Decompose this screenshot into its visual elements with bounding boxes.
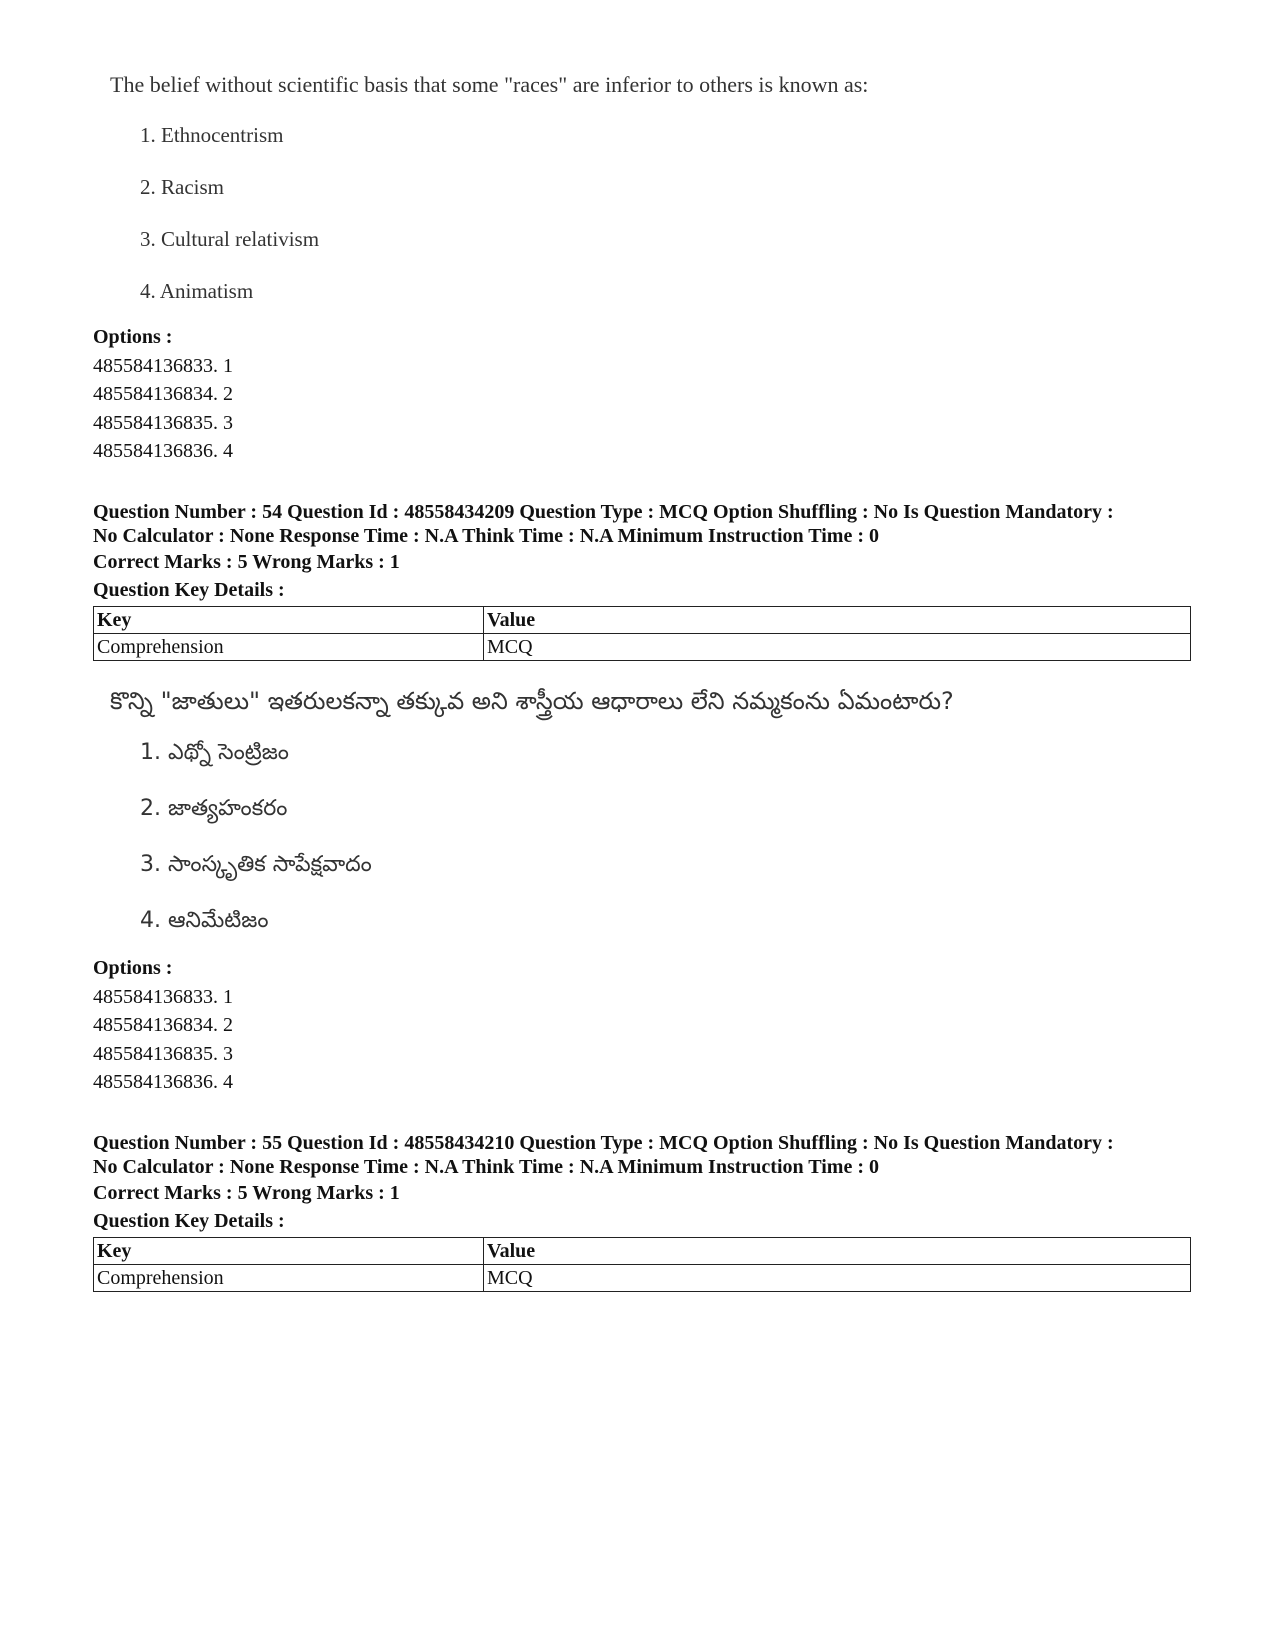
table-header-row (94, 607, 1191, 634)
table-header-cell: Value (484, 607, 1191, 634)
table-header-cell: Value (484, 1238, 1191, 1265)
meta-line: No Calculator : None Response Time : N.A Think Time : N.A Minimum Instruction Time : 0 (93, 1156, 879, 1178)
table-cell: MCQ (484, 634, 1191, 661)
option-line: 485584136836. 4 (93, 1071, 233, 1093)
option-line: 485584136835. 3 (93, 411, 233, 434)
choice-list (110, 740, 1210, 934)
option-line: 485584136834. 2 (93, 383, 233, 405)
table-header-cell: Key (94, 607, 484, 634)
question-meta (93, 500, 1203, 548)
key-details-table-wrap (93, 606, 1203, 661)
option-line: 485584136833. 1 (93, 985, 233, 1008)
choice-item: 4. Animatism (140, 279, 254, 303)
meta-line: No Calculator : None Response Time : N.A Think Time : N.A Minimum Instruction Time : 0 (93, 525, 879, 547)
marks-line: Correct Marks : 5 Wrong Marks : 1 (93, 551, 400, 573)
question-image-english (110, 72, 1210, 330)
question-image-telugu (110, 688, 1210, 964)
options-label: Options : (93, 957, 173, 979)
table-header-cell: Key (94, 1238, 484, 1265)
options-block (93, 323, 1203, 466)
option-line: 485584136834. 2 (93, 1014, 233, 1036)
meta-line: Question Number : 55 Question Id : 48558434210 Question Type : MCQ Option Shuffling : No Is Question Mandatory : (93, 1132, 1114, 1154)
question-text: The belief without scientific basis that some "races" are inferior to others is known as: (110, 72, 869, 97)
choice-item: 3. సాంస్కృతిక సాపేక్షవాదం (140, 852, 372, 877)
choice-item: 2. Racism (140, 175, 224, 199)
table-cell: MCQ (484, 1265, 1191, 1292)
question-meta (93, 1131, 1203, 1179)
option-line: 485584136833. 1 (93, 354, 233, 377)
option-line: 485584136835. 3 (93, 1042, 233, 1065)
key-details-label: Question Key Details : (93, 1210, 285, 1232)
key-details-label: Question Key Details : (93, 579, 285, 601)
choice-list (110, 122, 1210, 304)
marks-line: Correct Marks : 5 Wrong Marks : 1 (93, 1182, 400, 1204)
table-cell: Comprehension (94, 1265, 484, 1292)
choice-item: 1. Ethnocentrism (140, 123, 284, 147)
choice-item: 1. ఎథ్నో సెంట్రిజం (140, 740, 289, 765)
table-header-row (94, 1238, 1191, 1265)
table-row (94, 634, 1191, 661)
choice-item: 4. ఆనిమేటిజం (140, 908, 269, 933)
choice-item: 3. Cultural relativism (140, 227, 320, 251)
options-label: Options : (93, 326, 173, 348)
key-details-table-wrap (93, 1237, 1203, 1292)
key-details-table (93, 606, 1191, 661)
option-line: 485584136836. 4 (93, 440, 233, 462)
key-details-table (93, 1237, 1191, 1292)
choice-item: 2. జాత్యహంకరం (140, 796, 288, 821)
table-cell: Comprehension (94, 634, 484, 661)
question-text: కొన్ని "జాతులు" ఇతరులకన్నా తక్కువ అని శాస్త్రీయ ఆధారాలు లేని నమ్మకంను ఏమంటారు? (110, 687, 954, 715)
table-row (94, 1265, 1191, 1292)
meta-line: Question Number : 54 Question Id : 48558434209 Question Type : MCQ Option Shuffling : No Is Question Mandatory : (93, 501, 1114, 523)
options-block (93, 954, 1203, 1097)
